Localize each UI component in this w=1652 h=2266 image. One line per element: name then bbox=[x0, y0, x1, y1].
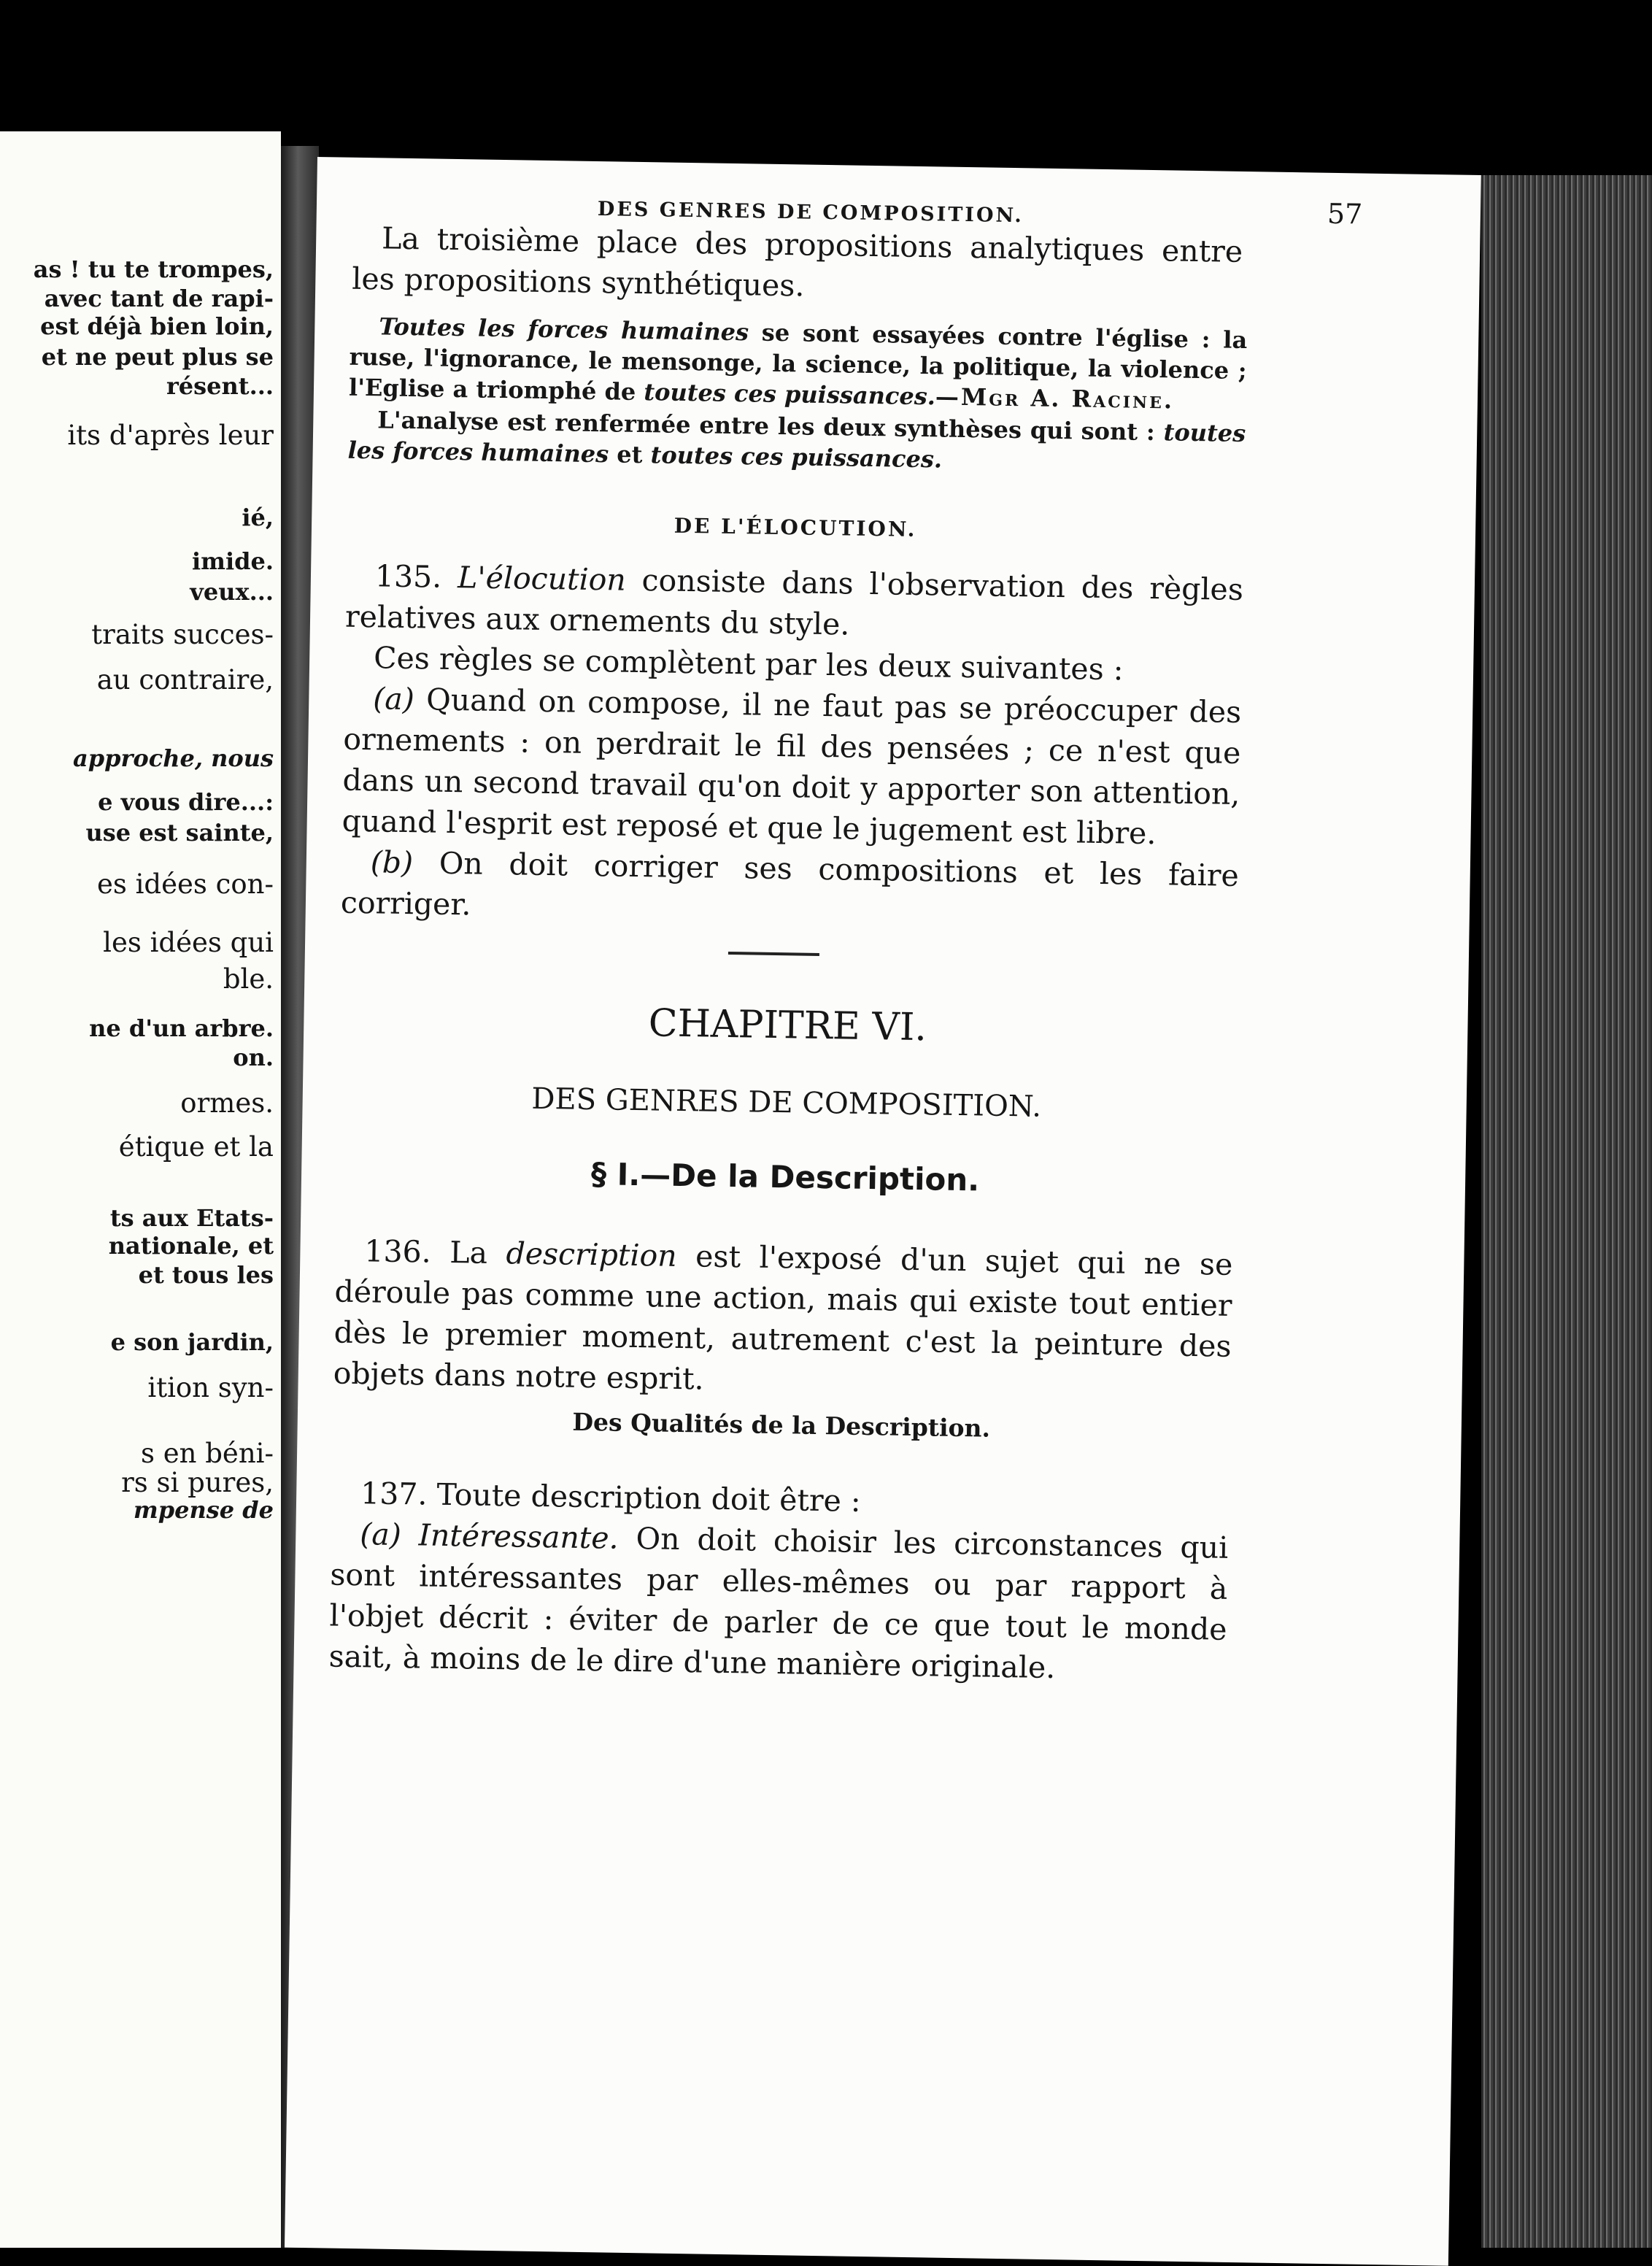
left-page-line: imide. bbox=[191, 547, 274, 575]
page-number: 57 bbox=[1327, 197, 1363, 231]
example-quote bbox=[349, 311, 1248, 417]
paragraph-135 bbox=[345, 555, 1244, 651]
paragraph-137-intro: 137. Toute description doit être : bbox=[360, 1476, 862, 1519]
left-page-line: approche, nous bbox=[73, 744, 274, 772]
p137-a-term: Intéressante. bbox=[418, 1517, 620, 1556]
running-title: DES GENRES DE COMPOSITION. bbox=[597, 198, 1024, 228]
qualities-heading: Des Qualités de la Description. bbox=[572, 1407, 991, 1443]
left-page-line: e son jardin, bbox=[110, 1328, 274, 1356]
left-page-line: et tous les bbox=[138, 1261, 274, 1289]
left-page-line: ormes. bbox=[180, 1087, 274, 1119]
p135-term: élocution bbox=[485, 560, 627, 598]
p136-number: 136. bbox=[364, 1233, 432, 1270]
rule-b-label: (b) bbox=[370, 844, 414, 881]
p136-text: est l'exposé d'un sujet qui ne se déroule pas comme une action, mais qui existe tout entier dès le premier moment, autrement c'est la peinture des objets dans notre esprit. bbox=[333, 1238, 1233, 1397]
analysis-note-italic-2: toutes ces puissances. bbox=[650, 441, 943, 474]
analysis-note-text: L'analyse est renfermée entre les deux synthèses qui sont : bbox=[377, 406, 1164, 447]
left-page-line: résent... bbox=[166, 372, 274, 400]
left-facing-page bbox=[0, 131, 281, 2248]
left-page-line: est déjà bien loin, bbox=[40, 312, 274, 340]
left-page-line: s en béni- bbox=[141, 1438, 274, 1469]
page-edges bbox=[1481, 175, 1652, 2248]
left-page-line: veux... bbox=[190, 578, 274, 606]
paragraph-136 bbox=[333, 1230, 1232, 1408]
rule-a-text: Quand on compose, il ne faut pas se préoccuper des ornements : on perdrait le fil des pensées ; ce n'est que dans un second travail qu'on doit y apporter son attention, quand l'esprit est reposé et que le jugement est libre. bbox=[341, 682, 1242, 852]
p137-a-text: On doit choisir les circonstances qui sont intéressantes par elles-mêmes ou par rapport à l'objet décrit : éviter de parler de ce que tout le monde sait, à moins de le dire d'une manière originale. bbox=[328, 1520, 1229, 1686]
p136-term: description bbox=[506, 1236, 678, 1273]
analysis-note-and: et bbox=[608, 440, 651, 469]
left-page-line: ne d'un arbre. bbox=[89, 1014, 274, 1042]
example-italic: toutes ces puissances. bbox=[644, 378, 936, 411]
left-page-line: ts aux Etats- bbox=[109, 1204, 274, 1232]
section-description-heading: § I.—De la Description. bbox=[590, 1156, 980, 1198]
example-attribution: —Mgr A. Racine. bbox=[935, 382, 1175, 415]
left-page-line: its d'après leur bbox=[67, 420, 274, 451]
p135-article: L' bbox=[457, 560, 487, 596]
left-page-line: et ne peut plus se bbox=[41, 343, 274, 371]
left-page-line: use est sainte, bbox=[85, 819, 274, 847]
chapter-title: CHAPITRE VI. bbox=[648, 1001, 927, 1050]
section-elocution: DE L'ÉLOCUTION. bbox=[673, 513, 917, 542]
rule-b-text: On doit corriger ses compositions et les faire corriger. bbox=[340, 845, 1240, 922]
left-page-line: avec tant de rapi- bbox=[44, 285, 274, 312]
chapter-rule bbox=[728, 952, 819, 956]
chapter-subtitle: DES GENRES DE COMPOSITION. bbox=[531, 1082, 1042, 1124]
right-page bbox=[285, 157, 1481, 2266]
rule-a-label: (a) bbox=[372, 681, 415, 717]
left-page-line: les idées qui bbox=[103, 927, 274, 958]
left-page-line: e vous dire...: bbox=[98, 788, 274, 816]
analysis-note-italic-1: toutes les forces humaines bbox=[347, 418, 1246, 469]
p135-number: 135. bbox=[374, 558, 442, 595]
left-page-line: traits succes- bbox=[91, 619, 274, 650]
analysis-note bbox=[347, 404, 1246, 479]
left-page-line: au contraire, bbox=[96, 664, 274, 695]
left-page-line: mpense de bbox=[133, 1496, 274, 1524]
paragraph-analysis: La troisième place des propositions analytiques entre les propositions synthétiques. bbox=[352, 220, 1243, 304]
paragraph-137-a bbox=[328, 1514, 1228, 1691]
left-page-line: étique et la bbox=[118, 1131, 274, 1163]
left-page-line: nationale, et bbox=[108, 1232, 274, 1260]
p137-a-label: (a) bbox=[359, 1517, 402, 1553]
p136-article: La bbox=[431, 1234, 506, 1271]
left-page-line: ié, bbox=[242, 504, 274, 531]
example-lead: Toutes les forces humaines bbox=[379, 312, 749, 347]
rule-b bbox=[341, 841, 1240, 937]
example-text: se sont essayées contre l'église : la ruse, l'ignorance, le mensonge, la science, la politique, la violence ; l'Eglise a triomphé de bbox=[348, 318, 1248, 406]
left-page-line: rs si pures, bbox=[121, 1467, 274, 1498]
p135-rules-intro: Ces règles se complètent par les deux suivantes : bbox=[373, 640, 1124, 687]
left-page-line: as ! tu te trompes, bbox=[33, 255, 274, 283]
rule-a bbox=[341, 678, 1241, 855]
left-page-line: es idées con- bbox=[96, 868, 274, 900]
left-page-line: ition syn- bbox=[147, 1372, 274, 1403]
p135-text: consiste dans l'observation des règles relatives aux ornements du style. bbox=[344, 562, 1244, 642]
left-page-line: ble. bbox=[223, 963, 274, 995]
left-page-line: on. bbox=[233, 1044, 274, 1071]
